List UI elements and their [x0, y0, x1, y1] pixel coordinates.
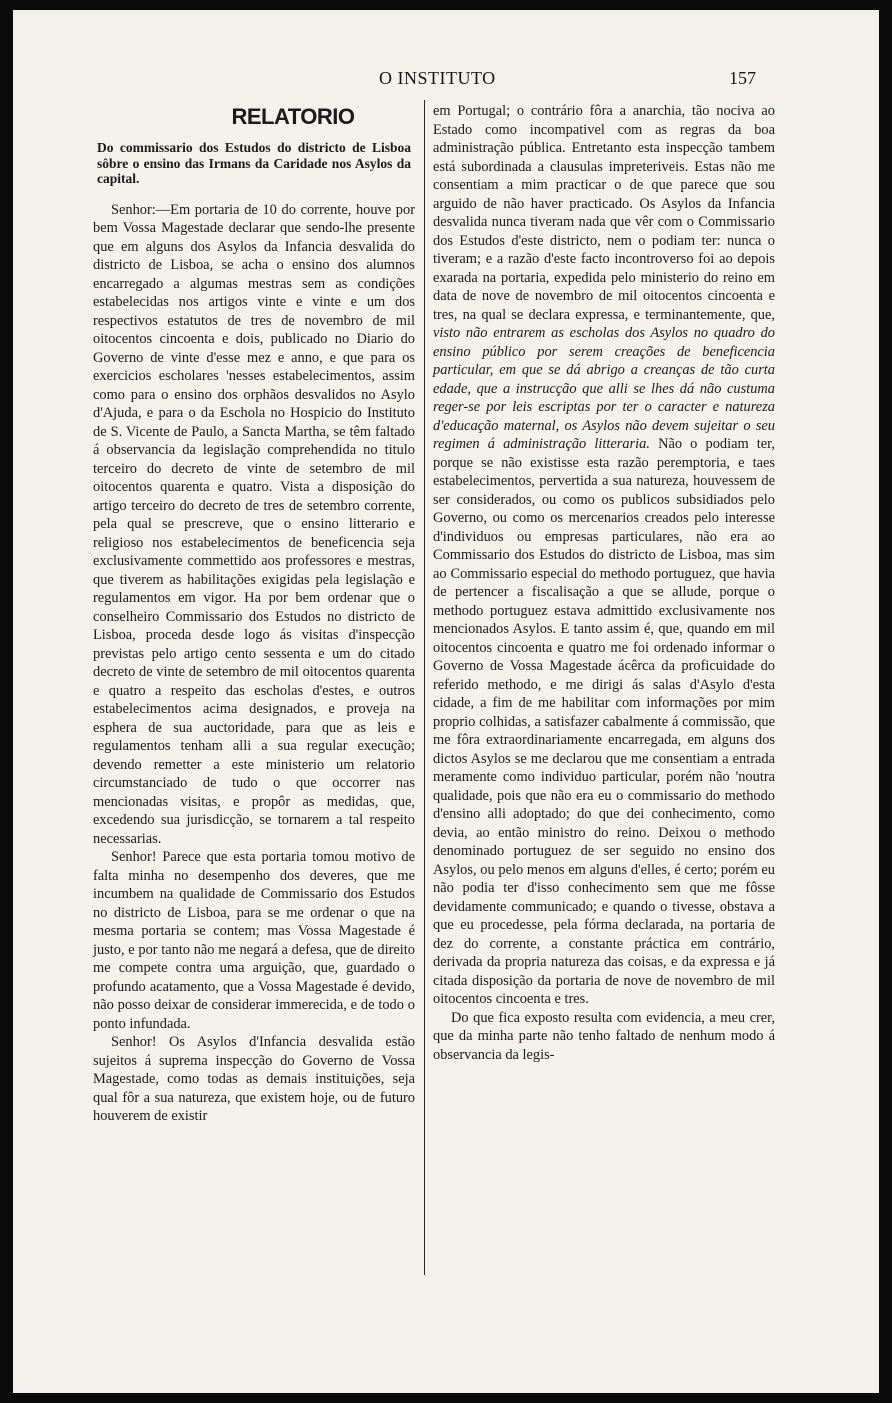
column-divider: [424, 100, 425, 1275]
article-subtitle: Do commissario dos Estudos do districto de Lisboa sôbre o ensino das Irmans da Caridade nos Asylos da capital.: [97, 140, 411, 186]
page-number: 157: [729, 68, 756, 88]
article-title: RELATORIO: [231, 104, 355, 129]
paragraph: [433, 102, 775, 1009]
paragraph: Senhor! Parece que esta portaria tomou motivo de falta minha no desempenho dos deveres, que me incumbem na qualidade de Commissario dos Estudos no districto de Lisboa, para se me ordenar o que na mesma portaria se contem; mas Vossa Magestade é justo, e por tanto não me negará a defesa, que de direito me compete contra uma arguição, que, guardado o profundo acatamento, que a Vossa Magestade é devido, não posso deixar de considerar immerecida, e de todo o ponto infundada.: [93, 849, 415, 1032]
paragraph: Senhor:—Em portaria de 10 do corrente, houve por bem Vossa Magestade declarar que sendo-lhe presente que em alguns dos Asylos da Infancia desvalida do districto de Lisboa, se acha o ensino dos alumnos encarregado a algumas mestras sem as condições estabelecidas nos artigos vinte e vinte e um dos respectivos estatutos de tres de novembro de mil oitocentos cincoenta e dois, publicado no Diario do Governo de vinte d'esse mez e anno, e que para os exercicios escholares 'nesses estabelecimentos, assim como para o ensino dos orphãos desvalidos no Asylo d'Ajuda, e para o da Eschola no Hospicio do Instituto de S. Vicente de Paulo, a Sancta Martha, se têm faltado á observancia da legislação comprehendida no titulo terceiro do decreto de vinte de setembro de mil oitocentos quarenta e quatro. Vista a disposição do artigo terceiro do decreto de tres de setembro corrente, pela qual se prescreve, que o ensino litterario e religioso nos estabelecimentos de beneficencia seja exclusivamente commettido aos professores e mestras, que tiverem as habilitações exigidas pela legislação e regulamentos em vigor. Ha por bem ordenar que o conselheiro Commissario dos Estudos no districto de Lisboa, proceda desde logo ás visitas d'inspecção previstas pelo artigo cento sessenta e um do citado decreto de vinte de setembro de mil oitocentos quarenta e quatro a respeito das escholas d'estes, e outros estabelecimentos acima designados, e proveja na esphera de sua auctoridade, para que as leis e regulamentos tenham alli a sua regular execução; devendo remetter a este ministerio um relatorio circumstanciado de tudo o que occorrer nas mencionadas visitas, e propôr as medidas, que, excedendo sua jurisdicção, se tornarem a tal respeito necessarias.: [93, 201, 415, 847]
paragraph-text: Não o podiam ter, porque se não existisse esta razão peremptoria, e taes estabelecimentos, pervertida a sua natureza, houvessem de ser considerados, ou como os publicos subsidiados pelo Governo, ou como os mercenarios creados pelo interesse d'individuos ou empresas particulares, não era ao Commissario dos Estudos do districto de Lisboa, mas sim ao Commissario especial do methodo portuguez, que havia de pertencer a fiscalisação a que se allude, porque o methodo portuguez estava admittido exclusivamente nos mencionados Asylos. E tanto assim é, que, quando em mil oitocentos cincoenta e quatro me foi ordenado informar o Governo de Vossa Magestade ácêrca da proficuidade do referido methodo, e me dirigi ás salas d'Asylo d'esta cidade, a fim de me habilitar com informações por mim proprio colhidas, a satisfazer cabalmente á commissão, que me fôra extraordinariamente encarregada, em alguns dos dictos Asylos se me declarou que me consentiam a entrada meramente como individuo particular, porém não 'noutra qualidade, pois que não era eu o commissario do methodo d'ensino alli adoptado; do que dei conhecimento, como devia, ao então ministro do reino. Deixou o methodo denominado portuguez de ser seguido no ensino dos Asylos, ou pelo menos em alguns d'elles, é certo; porém eu não podia ter d'isso conhecimento sem que me fôsse devidamente communicado; e quando o tivesse, obstava a que eu procedesse, pela fórma declarada, na portaria de dez do corrente, a constante práctica em contrário, derivada da propria natureza das coisas, e da expressa e já citada disposição da portaria de nove de novembro de mil oitocentos cincoenta e tres.: [433, 436, 775, 1007]
left-column: [93, 102, 415, 1126]
right-column: [433, 102, 775, 1064]
paragraph-text: em Portugal; o contrário fôra a anarchia, tão nociva ao Estado como incompativel com as regras da boa administração pública. Entretanto esta inspecção tambem está subordinada a clausulas impreteriveis. Estas não me consentiam a mim practicar o de que parece que sou arguido de não haver practicado. Os Asylos da Infancia desvalida nunca tiveram nada que vêr com o Commissario dos Estudos d'este districto, nem o podiam ter: nunca o tiveram; e a razão d'este facto incontroverso foi ao depois exarada na portaria, expedida pelo ministerio do reino em data de nove de novembro de mil oitocentos cincoenta e tres, na qual se declara expressa, e terminantemente, que,: [433, 103, 775, 323]
paragraph: Do que fica exposto resulta com evidencia, a meu crer, que da minha parte não tenho faltado de nenhum modo á observancia da legis-: [433, 1009, 775, 1063]
running-head: [13, 68, 879, 94]
journal-page: [13, 10, 879, 1393]
paragraph: Senhor! Os Asylos d'Infancia desvalida estão sujeitos á suprema inspecção do Governo de Vossa Magestade, como todas as demais instituições, seja qual fôr a sua natureza, que existem hoje, ou de futuro houverem de existir: [93, 1034, 415, 1124]
quoted-ordinance-text: visto não entrarem as escholas dos Asylos no quadro do ensino público por serem creações de beneficencia particular, em que se dá abrigo a creanças de tão curta edade, que a instrucção que alli se lhes dá não custuma reger-se por leis escriptas por ter o caracter e natureza d'educação maternal, os Asylos não devem sujeitar o seu regimen á administração litteraria.: [433, 325, 775, 452]
journal-title: O INSTITUTO: [379, 68, 496, 88]
